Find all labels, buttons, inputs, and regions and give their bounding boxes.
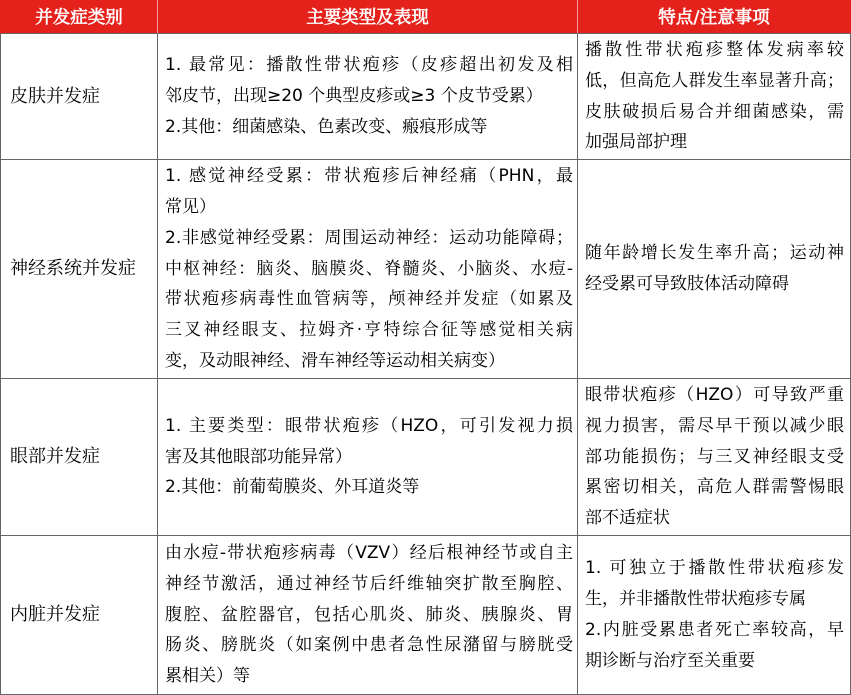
text-line: 生，并非播散性带状疱疹专属 <box>585 589 806 610</box>
text-line: 皮肤破损后易合并细菌感染，需 <box>585 101 844 122</box>
text-line: 1. 最常见：播散性带状疱疹（皮疹超出初发及相 <box>165 55 573 76</box>
text-line: 眼带状疱疹（HZO）可导致严重 <box>585 385 844 405</box>
notes-cell <box>578 379 851 536</box>
text-line: 累密切相关，高危人群需警惕眼 <box>585 477 844 498</box>
text-line: 三叉神经眼支、拉姆齐·亨特综合征等感觉相关病 <box>165 320 573 341</box>
text-line: 中枢神经：脑炎、脑膜炎、脊髓炎、小脑炎、水痘- <box>165 258 573 279</box>
text-line: 视力损害，需尽早干预以减少眼 <box>585 415 844 436</box>
text-line: 2.内脏受累患者死亡率较高，早 <box>585 620 844 640</box>
manifestations-cell <box>158 536 578 695</box>
text-line: 1. 可独立于播散性带状疱疹发 <box>585 558 844 579</box>
text-line: 邻皮节，出现≥20 个典型皮疹或≥3 个皮节受累） <box>165 86 543 107</box>
text-line: 肠炎、膀胱炎（如案例中患者急性尿潴留与膀胱受 <box>165 635 573 656</box>
text-line: 加强局部护理 <box>585 132 687 153</box>
text-line: 累相关）等 <box>165 666 250 687</box>
header-category: 并发症类别 <box>0 0 158 34</box>
text-line: 低，但高危人群发生率显著升高； <box>585 70 844 91</box>
category-label: 内脏并发症 <box>10 604 100 625</box>
text-line: 带状疱疹病毒性血管病等，颅神经并发症（如累及 <box>165 289 573 310</box>
text-line: 期诊断与治疗至关重要 <box>585 650 755 671</box>
category-cell <box>0 34 158 160</box>
text-line: 害及其他眼部功能异常） <box>165 446 352 467</box>
text-line: 部功能损伤；与三叉神经眼支受 <box>585 446 844 467</box>
text-line: 腹腔、盆腔器官，包括心肌炎、肺炎、胰腺炎、胃 <box>165 604 573 625</box>
manifestations-cell <box>158 160 578 379</box>
manifestations-cell <box>158 379 578 536</box>
manifestations-cell <box>158 34 578 160</box>
text-line: 由水痘-带状疱疹病毒（VZV）经后根神经节或自主 <box>165 543 573 563</box>
header-manifestations: 主要类型及表现 <box>158 0 578 34</box>
category-cell <box>0 379 158 536</box>
notes-cell <box>578 536 851 695</box>
text-line: 经受累可导致肢体活动障碍 <box>585 274 789 294</box>
category-label: 皮肤并发症 <box>10 85 100 107</box>
notes-cell <box>578 34 851 160</box>
category-cell <box>0 536 158 695</box>
text-line: 神经节激活，通过神经节后纤维轴突扩散至胸腔、 <box>165 573 573 594</box>
header-notes: 特点/注意事项 <box>578 0 851 34</box>
text-line: 1. 主要类型：眼带状疱疹（HZO，可引发视力损 <box>165 415 573 436</box>
category-label: 神经系统并发症 <box>10 258 136 279</box>
text-line: 1. 感觉神经受累：带状疱疹后神经痛（PHN，最 <box>165 166 573 187</box>
text-line: 部不适症状 <box>585 508 670 529</box>
text-line: 播散性带状疱疹整体发病率较 <box>585 39 844 60</box>
text-line: 常见） <box>165 197 216 217</box>
category-label: 眼部并发症 <box>10 446 100 467</box>
category-cell <box>0 160 158 379</box>
text-line: 随年龄增长发生率升高；运动神 <box>585 243 844 264</box>
text-line: 2.其他：细菌感染、色素改变、瘢痕形成等 <box>165 116 488 137</box>
text-line: 2.非感觉神经受累：周围运动神经：运动功能障碍； <box>165 227 573 248</box>
text-line: 变，及动眼神经、滑车神经等运动相关病变） <box>165 350 505 371</box>
text-line: 2.其他：前葡萄膜炎、外耳道炎等 <box>165 477 420 498</box>
notes-cell <box>578 160 851 379</box>
